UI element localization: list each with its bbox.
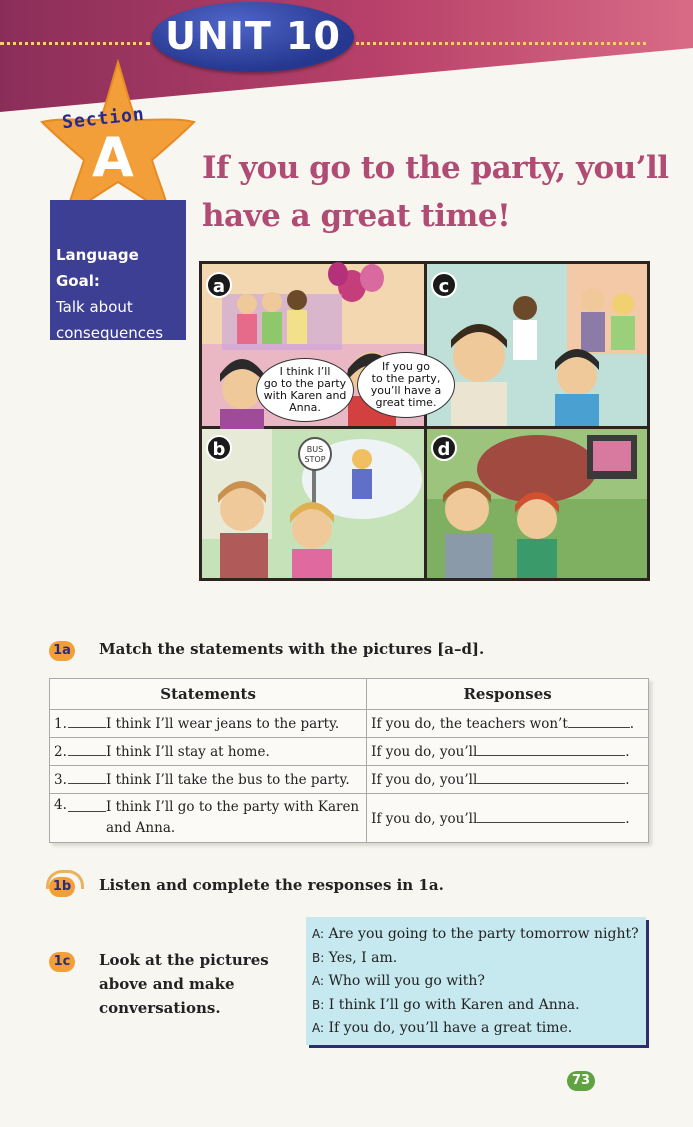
bus-stop-sign xyxy=(298,437,332,471)
picture-answer-blank[interactable] xyxy=(68,743,106,756)
bubble-a-line-3: with Karen and xyxy=(263,389,347,402)
panel-letter-c: c xyxy=(431,272,457,298)
bus-stop-sign-line-1: BUS xyxy=(306,445,324,454)
conversation-text: If you do, you’ll have a great time. xyxy=(328,1020,573,1036)
conversation-text: Are you going to the party tomorrow night? xyxy=(328,926,639,942)
activity-badge-1a: 1a xyxy=(49,641,75,661)
conversation-line xyxy=(312,923,646,947)
conversation-text: Yes, I am. xyxy=(328,949,398,966)
response-cell xyxy=(367,794,649,843)
responses-header: Responses xyxy=(367,679,649,710)
response-end: . xyxy=(629,716,635,732)
activity-1a-instruction: Match the statements with the pictures [a–d]. xyxy=(99,640,485,658)
statement-text-line-1: I think I’ll go to the party with Karen xyxy=(106,799,360,815)
picture-answer-blank[interactable] xyxy=(68,715,106,728)
response-cell xyxy=(367,766,649,794)
statements-table xyxy=(49,678,649,843)
speaker-label: A: xyxy=(312,1021,325,1035)
bubble-c-line-2: to the party, xyxy=(371,372,441,385)
speaker-label: A: xyxy=(312,974,325,988)
response-text: If you do, the teachers won’t xyxy=(371,716,568,732)
comic-panel-d xyxy=(427,429,647,578)
comic-panel-b xyxy=(202,429,424,578)
activity-badge-1c: 1c xyxy=(49,952,75,972)
panel-letter-a: a xyxy=(206,272,232,298)
panel-letter-b: b xyxy=(206,435,232,461)
response-blank[interactable] xyxy=(477,810,625,823)
page-number: 73 xyxy=(567,1071,595,1091)
header-dots-left xyxy=(0,42,150,45)
conversation-line xyxy=(312,947,646,971)
table-row xyxy=(50,794,649,843)
conversation-text: Who will you go with? xyxy=(328,973,485,989)
title-line-1: If you go to the party, you’ll xyxy=(202,150,669,186)
response-cell xyxy=(367,738,649,766)
row-number: 2. xyxy=(54,744,67,760)
section-letter: A xyxy=(92,126,134,189)
table-row xyxy=(50,738,649,766)
header-dots-right xyxy=(356,42,646,45)
bubble-c-line-4: great time. xyxy=(375,396,437,409)
unit-title: UNIT 10 xyxy=(165,14,341,58)
picture-answer-blank[interactable] xyxy=(68,797,106,812)
bubble-c-line-1: If you go xyxy=(381,360,431,373)
speech-bubble-c xyxy=(357,352,455,418)
conversation-box xyxy=(306,917,646,1045)
bubble-a-line-1: I think I’ll xyxy=(279,365,331,378)
row-number: 4. xyxy=(54,797,67,813)
conversation-line xyxy=(312,1017,646,1041)
row-number: 1. xyxy=(54,716,67,732)
activity-1b-instruction: Listen and complete the responses in 1a. xyxy=(99,876,444,894)
bubble-c-line-3: you’ll have a xyxy=(370,384,442,397)
language-goal-line-1: Talk about xyxy=(56,298,133,316)
bus-stop-sign-line-2: STOP xyxy=(304,455,326,464)
statement-text-line-2: and Anna. xyxy=(106,820,176,836)
activity-badge-1b-label: 1b xyxy=(52,879,72,894)
statement-cell xyxy=(50,766,367,794)
page-title xyxy=(202,144,672,240)
speaker-label: A: xyxy=(312,927,325,941)
bubble-a-line-2: go to the party xyxy=(263,377,347,390)
section-label: Section xyxy=(61,103,146,134)
panel-letter-d: d xyxy=(431,435,457,461)
statement-text: I think I’ll stay at home. xyxy=(106,744,270,760)
activity-badge-1b xyxy=(49,877,75,897)
title-line-2: have a great time! xyxy=(202,198,511,234)
comic-panel-c xyxy=(370,264,647,426)
language-goal-line-2: consequences xyxy=(56,324,164,342)
statements-header: Statements xyxy=(50,679,367,710)
response-cell xyxy=(367,710,649,738)
activity-1c-line-3: conversations. xyxy=(99,999,221,1017)
response-end: . xyxy=(625,810,630,827)
statement-cell xyxy=(50,794,367,843)
response-text: If you do, you’ll xyxy=(371,810,478,827)
statement-cell xyxy=(50,710,367,738)
statement-text: I think I’ll wear jeans to the party. xyxy=(106,716,340,732)
conversation-text: I think I’ll go with Karen and Anna. xyxy=(328,996,580,1013)
response-blank[interactable] xyxy=(568,715,630,728)
speaker-label: B: xyxy=(312,950,325,965)
table-header-row xyxy=(50,679,649,710)
speaker-label: B: xyxy=(312,997,325,1012)
statement-text: I think I’ll take the bus to the party. xyxy=(106,772,350,788)
bubble-a-line-4: Anna. xyxy=(289,401,321,414)
language-goal-heading: Language Goal: xyxy=(56,246,139,290)
picture-answer-blank[interactable] xyxy=(68,771,106,784)
conversation-line xyxy=(312,970,646,994)
speech-bubble-a xyxy=(256,358,354,422)
activity-1c-instruction xyxy=(99,948,269,1020)
response-blank[interactable] xyxy=(477,771,625,784)
table-row xyxy=(50,710,649,738)
language-goal-box xyxy=(50,200,186,340)
statement-cell xyxy=(50,738,367,766)
activity-1c-line-2: above and make xyxy=(99,975,235,993)
table-row xyxy=(50,766,649,794)
response-text: If you do, you’ll xyxy=(371,744,478,760)
response-end: . xyxy=(625,744,630,760)
activity-1c-line-1: Look at the pictures xyxy=(99,951,269,969)
row-number: 3. xyxy=(54,772,67,788)
response-blank[interactable] xyxy=(477,743,625,756)
response-end: . xyxy=(625,772,630,788)
response-text: If you do, you’ll xyxy=(371,772,478,788)
comic-illustration xyxy=(199,261,650,581)
conversation-line xyxy=(312,994,646,1018)
